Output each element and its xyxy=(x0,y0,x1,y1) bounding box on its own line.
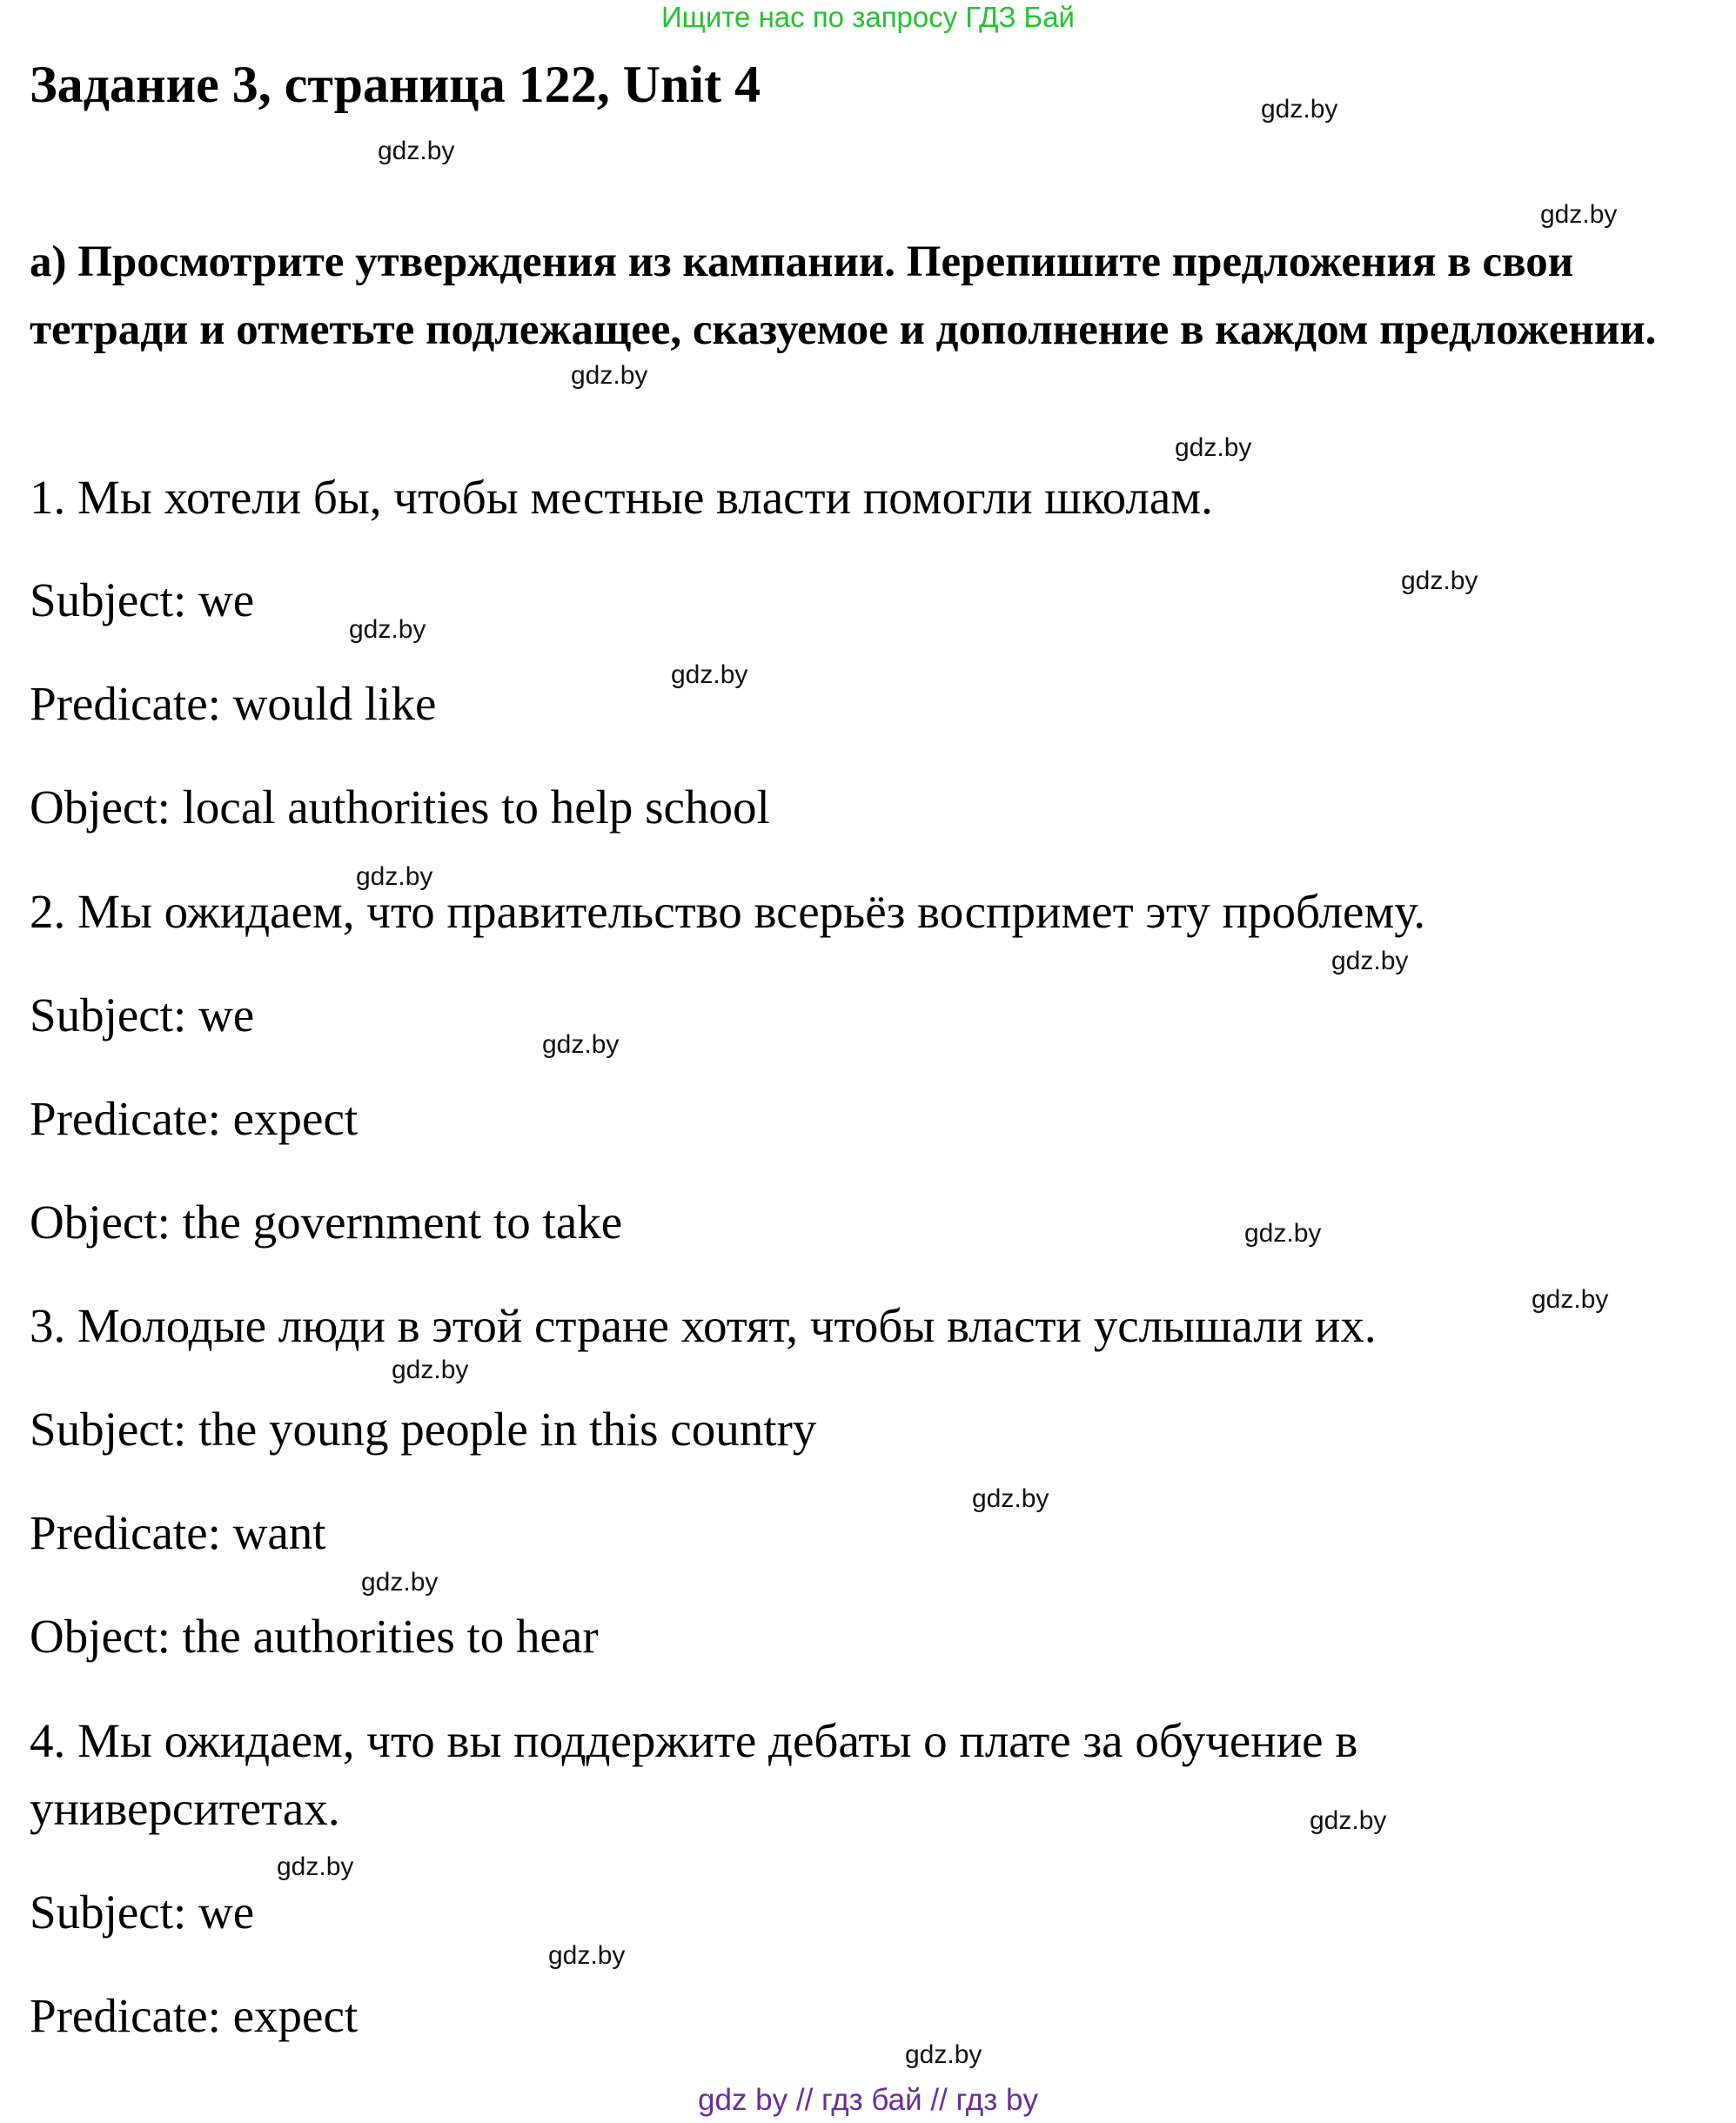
predicate-4: Predicate: expect xyxy=(30,1989,359,2042)
sentence-2: 2. Мы ожидаем, что правительство всерьёз воспримет эту проблему. xyxy=(30,885,1425,938)
subject-1: Subject: we xyxy=(30,573,255,626)
sentence-4: 4. Мы ожидаем, что вы поддержите дебаты о плате за обучение в университетах. xyxy=(30,1714,1358,1835)
object-3: Object: the authorities to hear xyxy=(30,1610,599,1663)
watermark: gdz.by xyxy=(905,2040,982,2069)
predicate-2: Predicate: expect xyxy=(30,1092,359,1145)
watermark: gdz.by xyxy=(1244,1219,1322,1248)
watermark: gdz.by xyxy=(542,1030,620,1059)
watermark: gdz.by xyxy=(1175,433,1252,462)
watermark: gdz.by xyxy=(277,1852,354,1881)
watermark: gdz.by xyxy=(349,615,426,644)
watermark: gdz.by xyxy=(1331,947,1409,975)
watermark: gdz.by xyxy=(392,1356,469,1384)
watermark: gdz.by xyxy=(361,1568,439,1597)
watermark: gdz.by xyxy=(972,1484,1049,1513)
watermark: gdz.by xyxy=(571,361,648,390)
predicate-1: Predicate: would like xyxy=(30,677,437,730)
subject-2: Subject: we xyxy=(30,988,255,1041)
object-2: Object: the government to take xyxy=(30,1195,623,1249)
subject-4: Subject: we xyxy=(30,1885,255,1939)
watermark: gdz.by xyxy=(1532,1285,1609,1314)
watermark: gdz.by xyxy=(356,862,433,891)
sentence-3: 3. Молодые люди в этой стране хотят, чтобы власти услышали их. xyxy=(30,1299,1377,1352)
watermark: gdz.by xyxy=(1310,1806,1387,1835)
task-instruction: а) Просмотрите утверждения из кампании. Перепишите предложения в свои тетради и отметьте подлежащее, сказуемое и дополнение в каждом предложении. xyxy=(30,238,1657,354)
object-1: Object: local authorities to help school xyxy=(30,780,770,834)
watermark: gdz.by xyxy=(378,137,455,165)
sentence-1: 1. Мы хотели бы, чтобы местные власти помогли школам. xyxy=(30,471,1213,524)
watermark: gdz.by xyxy=(1401,566,1478,595)
search-hint-banner: Ищите нас по запросу ГДЗ Бай xyxy=(661,1,1075,33)
watermark: gdz.by xyxy=(1261,95,1338,124)
page-title: Задание 3, страница 122, Unit 4 xyxy=(30,56,761,113)
site-footer: gdz by // гдз бай // гдз by xyxy=(698,2083,1038,2117)
watermark: gdz.by xyxy=(671,660,748,689)
watermark: gdz.by xyxy=(548,1941,626,1970)
subject-3: Subject: the young people in this country xyxy=(30,1403,817,1456)
predicate-3: Predicate: want xyxy=(30,1506,326,1559)
watermark: gdz.by xyxy=(1540,200,1618,229)
